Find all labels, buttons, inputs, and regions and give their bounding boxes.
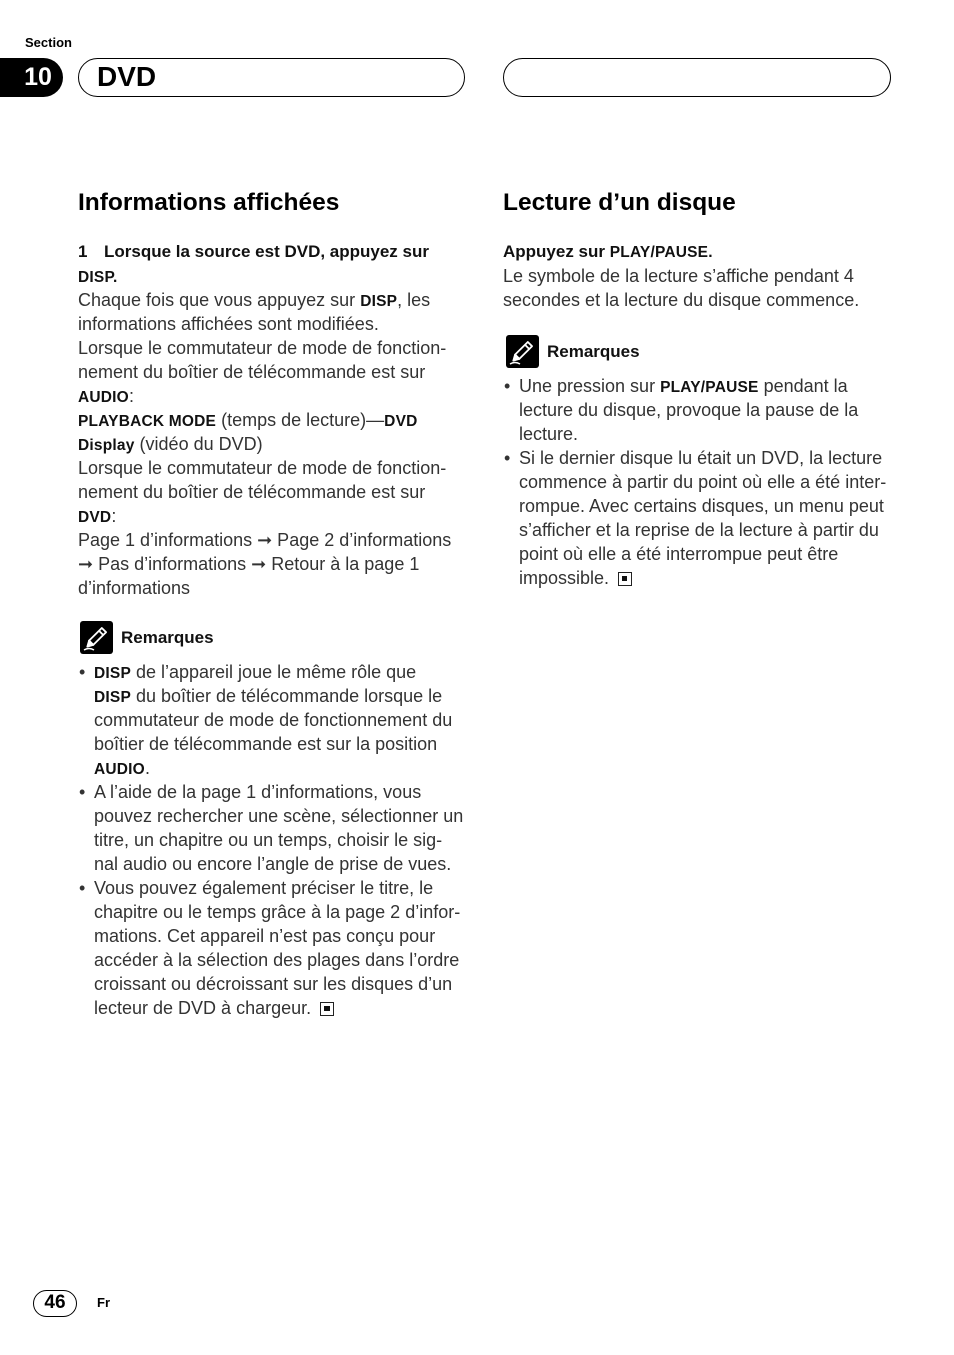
- keyword: Display: [78, 437, 135, 454]
- empty-title-pill: [503, 58, 891, 97]
- text-run: croissant ou décroissant sur les disques d’un: [94, 974, 453, 994]
- text-run: (vidéo du DVD): [134, 434, 263, 454]
- keyword: AUDIO: [94, 761, 145, 778]
- text-run: commence à partir du point où elle a été inter-: [519, 472, 887, 492]
- note-item: [503, 374, 886, 446]
- body-line: [78, 384, 451, 408]
- section-title-pill: [78, 58, 465, 97]
- step-line: [503, 240, 859, 264]
- note-line: [519, 542, 886, 566]
- text-run: lecture.: [519, 424, 579, 444]
- note-line: [94, 924, 463, 948]
- note-item: [78, 876, 463, 1020]
- keyword: PLAYBACK MODE: [78, 413, 217, 430]
- section-number-tab: [0, 58, 63, 97]
- text-run: rompue. Avec certains disques, un menu peut: [519, 496, 884, 516]
- note-line: [94, 804, 463, 828]
- notes-title: Remarques: [547, 342, 640, 361]
- text-run: , les: [397, 290, 431, 310]
- text-run: s’afficher et la reprise de la lecture à partir du: [519, 520, 879, 540]
- note-line: [94, 684, 463, 708]
- step-key: PLAY/PAUSE.: [609, 244, 713, 261]
- text-run: .: [144, 758, 150, 778]
- note-line: [94, 708, 463, 732]
- keyword: DVD: [78, 509, 112, 526]
- text-run: mations. Cet appareil n’est pas conçu pour: [94, 926, 436, 946]
- text-run: pendant la: [758, 376, 848, 396]
- step-number: 1: [78, 242, 88, 261]
- body-line: [78, 360, 451, 384]
- note-item: [78, 780, 463, 876]
- note-line: [94, 732, 463, 756]
- text-run: nement du boîtier de télécommande est sur: [78, 362, 426, 382]
- right-notes-list: [503, 374, 886, 590]
- note-line: [519, 422, 886, 446]
- body-line: [78, 408, 451, 432]
- text-run: nement du boîtier de télécommande est sur: [78, 482, 426, 502]
- note-line: [519, 494, 886, 518]
- text-run: secondes et la lecture du disque commence.: [503, 290, 860, 310]
- text-run: :: [128, 386, 134, 406]
- text-run: (temps de lecture)—: [216, 410, 385, 430]
- text-run: lecteur de DVD à chargeur.: [94, 998, 312, 1018]
- step-key-line: [78, 264, 451, 288]
- step-text: Appuyez sur: [503, 242, 610, 261]
- text-run: accéder à la sélection des plages dans l’ordre: [94, 950, 460, 970]
- text-run: A l’aide de la page 1 d’informations, vous: [94, 782, 422, 802]
- text-run: lecture du disque, provoque la pause de la: [519, 400, 859, 420]
- text-run: titre, un chapitre ou un temps, choisir le sig-: [94, 830, 443, 850]
- keyword: AUDIO: [78, 389, 129, 406]
- heading-lecture-disque: Lecture d’un disque: [503, 189, 736, 216]
- step-key: DISP.: [78, 269, 118, 286]
- note-line: [94, 996, 463, 1020]
- right-instructions: [503, 240, 859, 312]
- text-run: :: [111, 506, 117, 526]
- note-item: [78, 660, 463, 780]
- section-number: 10: [24, 63, 52, 91]
- text-run: de l’appareil joue le même rôle que: [130, 662, 417, 682]
- section-title: DVD: [97, 61, 157, 92]
- step-text: Lorsque la source est DVD, appuyez sur: [104, 242, 429, 261]
- body-line: [78, 528, 451, 552]
- body-line: [78, 312, 451, 336]
- text-run: commutateur de mode de fonctionnement du: [94, 710, 453, 730]
- text-run: Vous pouvez également préciser le titre, le: [94, 878, 434, 898]
- note-item: [503, 446, 886, 590]
- note-pencil-icon: [506, 335, 539, 368]
- body-line: [503, 264, 859, 288]
- text-run: pouvez rechercher une scène, sélectionner un: [94, 806, 464, 826]
- body-line: [78, 576, 451, 600]
- left-notes-list: [78, 660, 463, 1020]
- keyword: DVD: [384, 413, 418, 430]
- note-line: [519, 398, 886, 422]
- end-of-section-icon: [320, 1002, 334, 1016]
- keyword: DISP: [94, 689, 131, 706]
- note-line: [94, 876, 463, 900]
- text-run: Une pression sur: [519, 376, 661, 396]
- body-line: [78, 288, 451, 312]
- note-line: [519, 518, 886, 542]
- text-run: Lorsque le commutateur de mode de fonction-: [78, 458, 447, 478]
- note-line: [94, 852, 463, 876]
- left-notes-header: [80, 621, 280, 654]
- note-line: [94, 756, 463, 780]
- body-line: [78, 480, 451, 504]
- text-run: Page 1 d’informations ➞ Page 2 d’informations: [78, 530, 452, 550]
- text-run: boîtier de télécommande est sur la position: [94, 734, 438, 754]
- page-number: 46: [33, 1290, 77, 1317]
- body-line: [78, 336, 451, 360]
- text-run: informations affichées sont modifiées.: [78, 314, 379, 334]
- note-line: [94, 948, 463, 972]
- body-line: [503, 288, 859, 312]
- left-instructions: [78, 240, 451, 600]
- note-line: [519, 374, 886, 398]
- text-run: Chaque fois que vous appuyez sur: [78, 290, 361, 310]
- body-line: [78, 456, 451, 480]
- text-run: point où elle a été interrompue peut être: [519, 544, 839, 564]
- note-line: [519, 470, 886, 494]
- end-of-section-icon: [618, 572, 632, 586]
- body-line: [78, 552, 451, 576]
- body-line: [78, 432, 451, 456]
- keyword: PLAY/PAUSE: [660, 379, 759, 396]
- step-1-line: [78, 240, 451, 264]
- note-line: [94, 972, 463, 996]
- section-label: Section: [25, 35, 72, 50]
- body-line: [78, 504, 451, 528]
- note-line: [519, 446, 886, 470]
- text-run: chapitre ou le temps grâce à la page 2 d’infor-: [94, 902, 461, 922]
- note-line: [94, 780, 463, 804]
- note-line: [519, 566, 886, 590]
- text-run: d’informations: [78, 578, 191, 598]
- right-notes-header: [506, 335, 706, 368]
- notes-title: Remarques: [121, 628, 214, 647]
- keyword: DISP: [360, 293, 398, 310]
- note-line: [94, 900, 463, 924]
- heading-informations-affichees: Informations affichées: [78, 189, 340, 216]
- text-run: ➞ Pas d’informations ➞ Retour à la page 1: [78, 554, 420, 574]
- text-run: Le symbole de la lecture s’affiche pendant 4: [503, 266, 854, 286]
- note-line: [94, 660, 463, 684]
- text-run: impossible.: [519, 568, 610, 588]
- text-run: Si le dernier disque lu était un DVD, la lecture: [519, 448, 883, 468]
- note-pencil-icon: [80, 621, 113, 654]
- language-code: Fr: [97, 1295, 110, 1310]
- text-run: du boîtier de télécommande lorsque le: [130, 686, 443, 706]
- keyword: DISP: [94, 665, 131, 682]
- text-run: nal audio ou encore l’angle de prise de vues.: [94, 854, 452, 874]
- text-run: Lorsque le commutateur de mode de fonction-: [78, 338, 447, 358]
- note-line: [94, 828, 463, 852]
